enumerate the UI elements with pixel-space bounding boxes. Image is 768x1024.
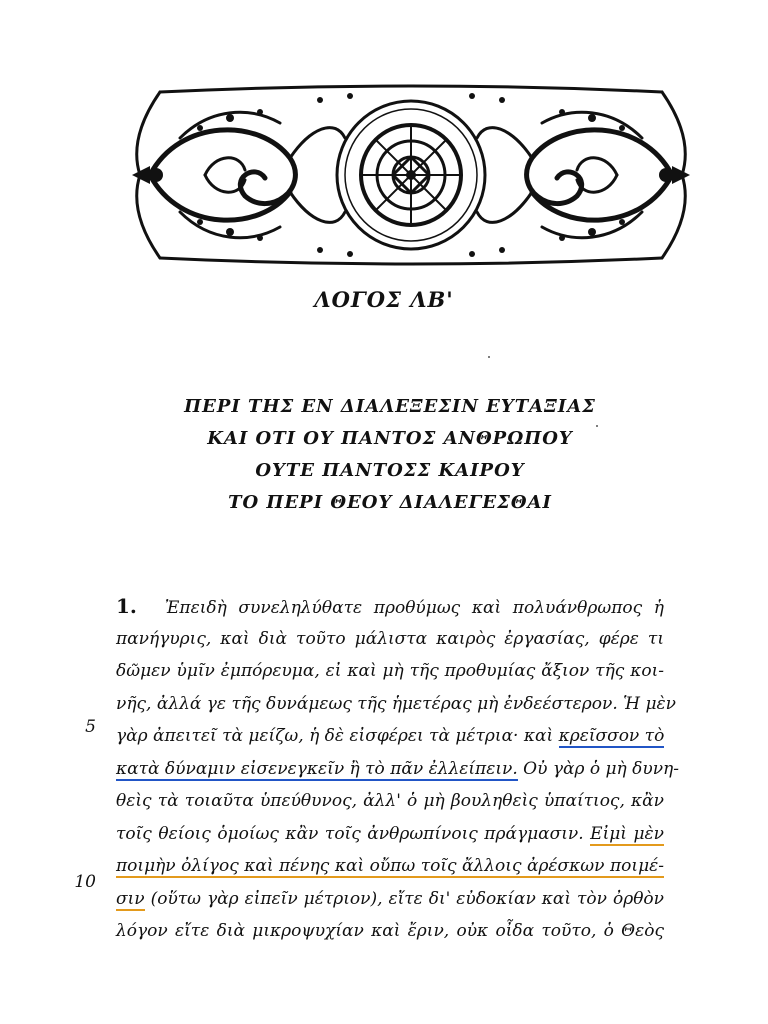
text-segment: (οὕτω γὰρ εἰπεῖν μέτριον), εἴτε δι' εὐδοκίαν καὶ τὸν ὀρθὸν bbox=[144, 888, 664, 909]
text-segment: θεὶς τὰ τοιαῦτα ὑπεύθυνος, ἀλλ' ὁ μὴ βουληθεὶς ὑπαίτιος, κἂν bbox=[116, 791, 664, 811]
text-segment: πανήγυρις, καὶ διὰ τοῦτο μάλιστα καιρὸς ἐργασίας, φέρε τι bbox=[116, 628, 664, 649]
text-line bbox=[116, 883, 664, 916]
line-number-5: 5 bbox=[85, 717, 96, 737]
orange-underlined-text: ποιμὴν ὀλίγος καὶ πένης καὶ οὔπω τοῖς ἄλλοις ἀρέσκων ποιμέ- bbox=[116, 856, 664, 876]
orange-underlined-text: Εἰμὶ μὲν bbox=[590, 823, 664, 844]
text-segment: λόγον εἴτε διὰ μικροψυχίαν καὶ ἔριν, οὐκ οἶδα τοῦτο, ὁ Θεὸς bbox=[116, 921, 664, 941]
text-line bbox=[116, 753, 679, 786]
blue-underlined-text: κρεῖσσον τὸ bbox=[558, 726, 665, 746]
text-line bbox=[116, 655, 664, 688]
subtitle-line: ΟΥΤΕ ΠΑΝΤΟΣΣ ΚΑΙΡΟΥ bbox=[255, 460, 525, 481]
subtitle-line: ΤΟ ΠΕΡΙ ΘΕΟΥ ΔΙΑΛΕΓΕΣΘΑΙ bbox=[228, 492, 552, 513]
text-line bbox=[116, 590, 664, 623]
text-line bbox=[116, 623, 664, 656]
text-line bbox=[116, 915, 664, 948]
body-paragraph bbox=[116, 590, 679, 948]
text-line bbox=[116, 785, 664, 818]
text-segment: Ἐπειδὴ συνεληλύθατε προθύμως καὶ πολυάνθρωπος ἡ bbox=[164, 598, 664, 618]
print-speck bbox=[596, 425, 598, 427]
text-line bbox=[116, 850, 664, 883]
subtitle-line: ΚΑΙ ΟΤΙ ΟΥ ΠΑΝΤΟΣ ΑΝΘΡΩΠΟΥ bbox=[207, 428, 573, 449]
chapter-subtitle bbox=[0, 391, 768, 519]
section-number: 1. bbox=[116, 594, 137, 618]
text-segment: γὰρ ἀπειτεῖ τὰ μείζω, ἡ δὲ εἰσφέρει τὰ μέτρια· καὶ bbox=[116, 726, 559, 746]
text-segment: τοῖς θείοις ὁμοίως κἂν τοῖς ἀνθρωπίνοις πράγμασιν. bbox=[116, 823, 591, 844]
print-speck bbox=[488, 356, 490, 358]
line-number-10: 10 bbox=[74, 872, 96, 892]
blue-underlined-text: κατὰ δύναμιν εἰσενεγκεῖν ἢ τὸ πᾶν ἐλλείπειν. bbox=[116, 758, 518, 779]
text-segment: νῆς, ἀλλά γε τῆς δυνάμεως τῆς ἡμετέρας μὴ ἐνδεέστερον. Ἡ μὲν bbox=[116, 693, 676, 714]
text-segment: δῶμεν ὑμῖν ἐμπόρευμα, εἰ καὶ μὴ τῆς προθυμίας ἄξιον τῆς κοι- bbox=[116, 661, 664, 681]
text-segment: Οὐ γὰρ ὁ μὴ δυνη- bbox=[517, 758, 679, 779]
text-line bbox=[116, 688, 676, 721]
orange-underlined-text: σιν bbox=[116, 888, 145, 909]
chapter-title: ΛΟΓΟΣ ΛΒ' bbox=[314, 287, 454, 312]
text-line bbox=[116, 720, 664, 753]
text-line bbox=[116, 818, 664, 851]
decorative-headpiece-ornament-icon bbox=[120, 78, 702, 272]
subtitle-line: ΠΕΡΙ ΤΗΣ ΕΝ ΔΙΑΛΕΞΕΣΙΝ ΕΥΤΑΞΙΑΣ bbox=[184, 396, 596, 417]
